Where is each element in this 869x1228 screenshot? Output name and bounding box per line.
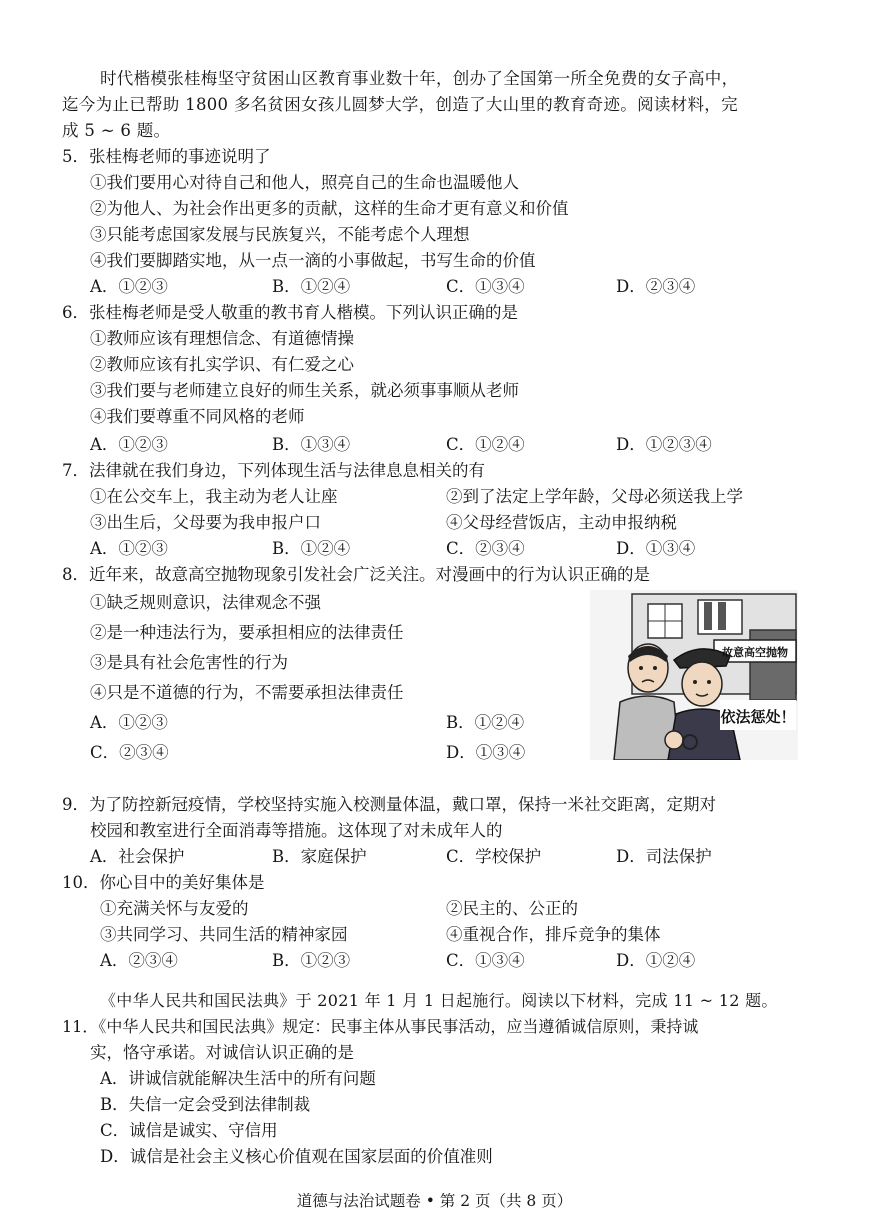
question-8-option-d[interactable]: D．①③④	[446, 743, 526, 762]
question-5-statement-1: ①我们要用心对待自己和他人，照亮自己的生命也温暖他人	[90, 173, 519, 192]
question-8-statement-1: ①缺乏规则意识，法律观念不强	[90, 593, 321, 612]
question-11-stem-line-1: 11．《中华人民共和国民法典》规定：民事主体从事民事活动，应当遵循诚信原则，秉持诚	[62, 1017, 699, 1036]
question-8-statement-2: ②是一种违法行为，要承担相应的法律责任	[90, 623, 404, 642]
question-6-option-a[interactable]: A．①②③	[90, 435, 168, 454]
question-9-stem-line-1: 9．为了防控新冠疫情，学校坚持实施入校测量体温，戴口罩，保持一米社交距离，定期对	[62, 795, 716, 814]
question-6-option-c[interactable]: C．①②④	[446, 435, 525, 454]
intro-passage-line-1: 时代楷模张桂梅坚守贫困山区教育事业数十年，创办了全国第一所全免费的女子高中，	[100, 69, 739, 88]
question-10-statement-1: ①充满关怀与友爱的	[100, 899, 249, 918]
question-6-statement-3: ③我们要与老师建立良好的师生关系，就必须事事顺从老师	[90, 381, 519, 400]
question-8-option-b[interactable]: B．①②④	[446, 713, 525, 732]
question-5-statement-2: ②为他人、为社会作出更多的贡献，这样的生命才更有意义和价值	[90, 199, 569, 218]
question-9-stem-line-2: 校园和教室进行全面消毒等措施。这体现了对未成年人的	[90, 821, 503, 840]
question-8-stem: 8．近年来，故意高空抛物现象引发社会广泛关注。对漫画中的行为认识正确的是	[62, 565, 650, 584]
question-11-option-b[interactable]: B．失信一定会受到法律制裁	[100, 1095, 311, 1114]
question-10-option-c[interactable]: C．①③④	[446, 951, 525, 970]
question-8-option-c[interactable]: C．②③④	[90, 743, 169, 762]
question-10-option-a[interactable]: A．②③④	[100, 951, 178, 970]
question-6-option-d[interactable]: D．①②③④	[616, 435, 712, 454]
question-6-statement-1: ①教师应该有理想信念、有道德情操	[90, 329, 354, 348]
question-6-statement-2: ②教师应该有扎实学识、有仁爱之心	[90, 355, 354, 374]
question-7-stem: 7．法律就在我们身边，下列体现生活与法律息息相关的有	[62, 461, 485, 480]
intro-passage-line-3: 成 5 ~ 6 题。	[62, 121, 171, 140]
question-5-stem: 5．张桂梅老师的事迹说明了	[62, 147, 271, 166]
cartoon-illustration	[590, 590, 798, 760]
question-6-statement-4: ④我们要尊重不同风格的老师	[90, 407, 305, 426]
question-7-statement-4: ④父母经营饭店，主动申报纳税	[446, 513, 677, 532]
question-6-option-b[interactable]: B．①③④	[272, 435, 351, 454]
question-5-statement-4: ④我们要脚踏实地，从一点一滴的小事做起，书写生命的价值	[90, 251, 536, 270]
question-10-option-b[interactable]: B．①②③	[272, 951, 351, 970]
question-7-statement-2: ②到了法定上学年龄，父母必须送我上学	[446, 487, 743, 506]
question-8-option-a[interactable]: A．①②③	[90, 713, 168, 732]
question-6-stem: 6．张桂梅老师是受人敬重的教书育人楷模。下列认识正确的是	[62, 303, 518, 322]
question-7-option-a[interactable]: A．①②③	[90, 539, 168, 558]
question-5-option-d[interactable]: D．②③④	[616, 277, 696, 296]
question-9-option-a[interactable]: A．社会保护	[90, 847, 185, 866]
question-5-statement-3: ③只能考虑国家发展与民族复兴，不能考虑个人理想	[90, 225, 470, 244]
question-7-option-b[interactable]: B．①②④	[272, 539, 351, 558]
question-7-statement-1: ①在公交车上，我主动为老人让座	[90, 487, 338, 506]
question-11-option-d[interactable]: D．诚信是社会主义核心价值观在国家层面的价值准则	[100, 1147, 493, 1166]
question-11-option-a[interactable]: A．讲诚信就能解决生活中的所有问题	[100, 1069, 376, 1088]
cartoon-drawing	[590, 590, 798, 760]
question-9-option-b[interactable]: B．家庭保护	[272, 847, 367, 866]
intro-passage-line-2: 迄今为止已帮助 1800 多名贫困女孩儿圆梦大学，创造了大山里的教育奇迹。阅读材料，完	[62, 95, 738, 114]
question-7-option-c[interactable]: C．②③④	[446, 539, 525, 558]
question-5-option-a[interactable]: A．①②③	[90, 277, 168, 296]
question-9-option-d[interactable]: D．司法保护	[616, 847, 712, 866]
intro-civil-code: 《中华人民共和国民法典》于 2021 年 1 月 1 日起施行。阅读以下材料，完成 11 ~ 12 题。	[100, 991, 778, 1010]
cartoon-caption-text: 依法惩处！	[720, 708, 796, 726]
question-7-statement-3: ③出生后，父母要为我申报户口	[90, 513, 321, 532]
question-10-stem: 10．你心目中的美好集体是	[62, 873, 265, 892]
question-5-option-b[interactable]: B．①②④	[272, 277, 351, 296]
question-11-stem-line-2: 实，恪守承诺。对诚信认识正确的是	[90, 1043, 354, 1062]
question-8-statement-3: ③是具有社会危害性的行为	[90, 653, 288, 672]
question-10-statement-2: ②民主的、公正的	[446, 899, 578, 918]
question-10-option-d[interactable]: D．①②④	[616, 951, 696, 970]
question-9-option-c[interactable]: C．学校保护	[446, 847, 542, 866]
question-7-option-d[interactable]: D．①③④	[616, 539, 696, 558]
question-5-option-c[interactable]: C．①③④	[446, 277, 525, 296]
question-8-statement-4: ④只是不道德的行为，不需要承担法律责任	[90, 683, 404, 702]
question-11-option-c[interactable]: C．诚信是诚实、守信用	[100, 1121, 278, 1140]
question-10-statement-3: ③共同学习、共同生活的精神家园	[100, 925, 348, 944]
cartoon-sign-text: 故意高空抛物	[722, 646, 788, 659]
question-10-statement-4: ④重视合作，排斥竞争的集体	[446, 925, 661, 944]
page-footer: 道德与法治试题卷 • 第 2 页（共 8 页）	[296, 1192, 573, 1210]
